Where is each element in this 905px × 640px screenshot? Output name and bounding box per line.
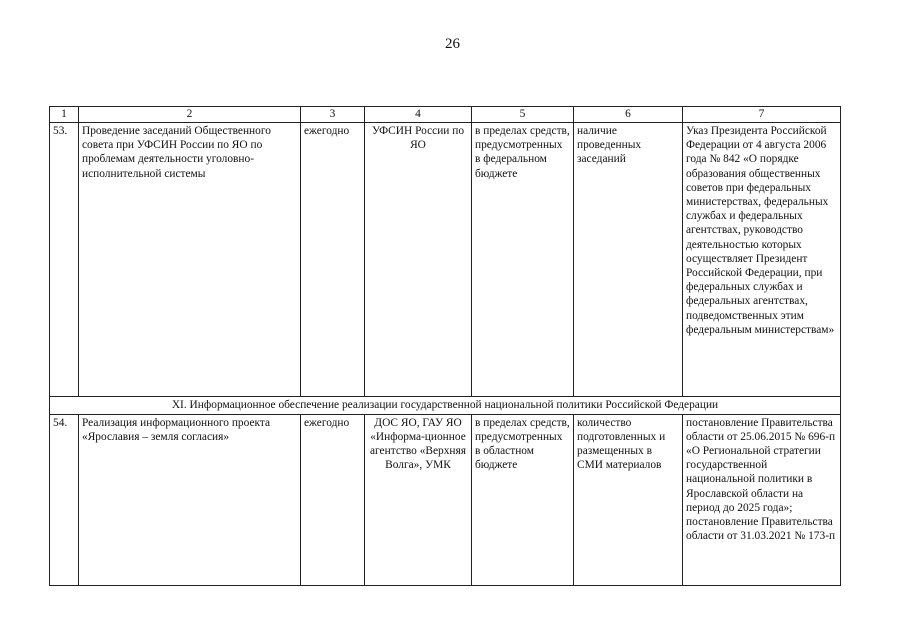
header-cell: 4 — [365, 107, 472, 123]
table-header-row — [50, 107, 841, 123]
executor-cell: УФСИН России по ЯО — [365, 123, 472, 397]
header-cell: 1 — [50, 107, 79, 123]
funding-cell: в пределах средств, предусмотренных в областном бюджете — [472, 414, 574, 585]
row-number: 53. — [50, 123, 79, 397]
page-number: 26 — [445, 36, 460, 52]
header-cell: 2 — [79, 107, 301, 123]
table-row — [50, 123, 841, 397]
activity-cell: Реализация информационного проекта «Ярославия – земля согласия» — [79, 414, 301, 585]
funding-cell: в пределах средств, предусмотренных в федеральном бюджете — [472, 123, 574, 397]
basis-cell: Указ Президента Российской Федерации от 4 августа 2006 года № 842 «О порядке образования общественных советов при федеральных министерствах, федеральных службах и федеральных агентствах, руководство деятельностью которых осуществляет Президент Российской Федерации, при федеральных службах и федеральных агентствах, подведомственных этим федеральным министерствам» — [683, 123, 841, 397]
indicator-cell: количество подготовленных и размещенных в СМИ материалов — [574, 414, 683, 585]
activity-cell: Проведение заседаний Общественного совета при УФСИН России по ЯО по проблемам деятельности уголовно-исполнительной системы — [79, 123, 301, 397]
plan-table — [49, 106, 841, 586]
header-cell: 6 — [574, 107, 683, 123]
table-row — [50, 414, 841, 585]
section-title: XI. Информационное обеспечение реализации государственной национальной политики Российской Федерации — [50, 397, 841, 415]
period-cell: ежегодно — [301, 414, 365, 585]
indicator-cell: наличие проведенных заседаний — [574, 123, 683, 397]
period-cell: ежегодно — [301, 123, 365, 397]
executor-cell: ДОС ЯО, ГАУ ЯО «Информа-ционное агентство «Верхняя Волга», УМК — [365, 414, 472, 585]
header-cell: 3 — [301, 107, 365, 123]
section-row — [50, 397, 841, 415]
header-cell: 5 — [472, 107, 574, 123]
row-number: 54. — [50, 414, 79, 585]
header-cell: 7 — [683, 107, 841, 123]
basis-cell: постановление Правительства области от 25.06.2015 № 696-п «О Региональной стратегии государственной национальной политики в Ярославской области на период до 2025 года»; постановление Правительства области от 31.03.2021 № 173-п — [683, 414, 841, 585]
